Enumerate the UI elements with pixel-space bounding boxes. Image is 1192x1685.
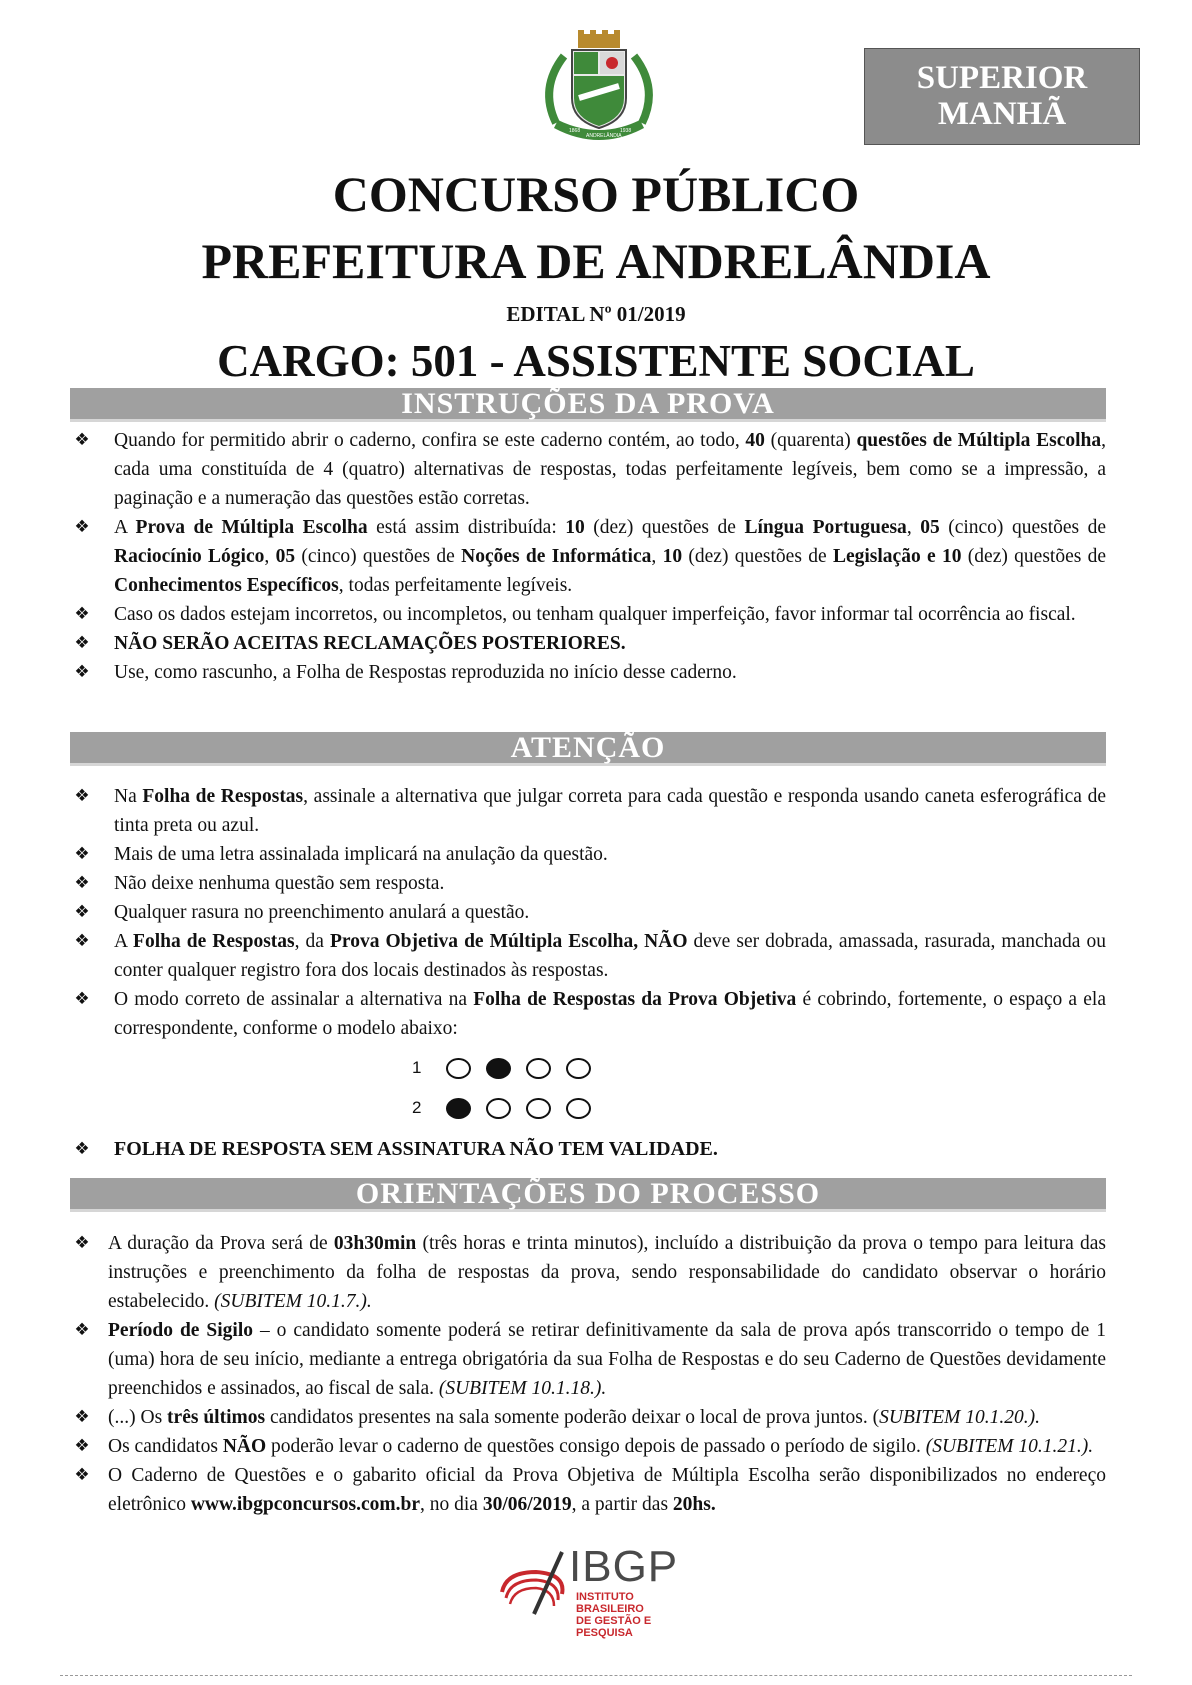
diamond-bullet-icon: ❖ [74, 1139, 90, 1159]
final-warning [70, 1135, 1106, 1164]
answer-model-number: 1 [412, 1058, 422, 1077]
list-item [70, 782, 1106, 840]
text-run: (dez) questões de [961, 546, 1107, 567]
list-item [70, 840, 1106, 869]
answer-model-row-1 [412, 1054, 602, 1088]
text-run: O modo correto de assinalar a alternativa na [114, 989, 474, 1010]
list-item [70, 513, 1106, 600]
text-run: Conhecimentos Específicos [114, 575, 339, 596]
list-item [70, 1461, 1106, 1519]
list-item [70, 985, 1106, 1043]
text-run: Folha de Respostas [133, 931, 295, 952]
answer-model-number: 2 [412, 1098, 422, 1117]
list-item [70, 1316, 1106, 1403]
answer-bubble [446, 1058, 471, 1079]
text-run: – o candidato somente poderá se retirar definitivamente da sala de prova após transcorrido o tempo de 1 (uma) hora de seu início, mediante a entrega obrigatória da sua Folha de Respostas e do seu Caderno de Questões devidamente preenchidos e assinados, ao fiscal de sala. [108, 1320, 1106, 1399]
text-run: questões de Múltipla Escolha [856, 430, 1102, 451]
text-run: (cinco) questões de [939, 517, 1107, 538]
list-item [70, 629, 1106, 658]
ibgp-swoosh-icon [496, 1548, 574, 1618]
diamond-bullet-icon: ❖ [74, 1233, 90, 1253]
text-run: , [906, 517, 921, 538]
text-run: Os candidatos [108, 1436, 223, 1457]
text-run: Qualquer rasura no preenchimento anulará a questão. [114, 902, 530, 923]
text-run: , da [294, 931, 330, 952]
text-run: (dez) questões de [682, 546, 833, 567]
text-run: Noções de Informática [461, 546, 652, 567]
text-run: (SUBITEM 10.1.7.). [214, 1291, 372, 1312]
text-run: SUBITEM 10.1.20.). [879, 1407, 1040, 1428]
text-run: 10 [662, 546, 683, 567]
ibgp-logo-name: IBGP [569, 1542, 679, 1591]
diamond-bullet-icon: ❖ [74, 604, 90, 624]
text-run: é cobrindo, fortemente, o espaço a ela correspondente, conforme o modelo abaixo: [114, 989, 1106, 1039]
text-run: , todas perfeitamente legíveis. [338, 575, 573, 596]
crest-year-right: 1938 [620, 128, 632, 134]
footer-divider [60, 1675, 1132, 1676]
text-run: Língua Portuguesa [744, 517, 907, 538]
text-run: Caso os dados estejam incorretos, ou incompletos, ou tenham qualquer imperfeição, favor informar tal ocorrência ao fiscal. [114, 604, 1076, 625]
text-run: candidatos presentes na sala somente poderão deixar o local de prova juntos. ( [265, 1407, 880, 1428]
text-run: 03h30min [333, 1233, 417, 1254]
text-run: , [264, 546, 276, 567]
text-run: Período de Sigilo [108, 1320, 254, 1341]
text-run: Prova de Múltipla Escolha [135, 517, 368, 538]
text-run: 10 [565, 517, 585, 538]
list-item [70, 927, 1106, 985]
text-run: (SUBITEM 10.1.18.). [438, 1378, 607, 1399]
list-item [70, 1432, 1106, 1461]
section-header-orientacoes: ORIENTAÇÕES DO PROCESSO [70, 1178, 1106, 1212]
coat-of-arms-emblem [534, 28, 664, 148]
ibgp-logo-subtitle-line2: DE GESTÃO E PESQUISA [576, 1615, 652, 1639]
diamond-bullet-icon: ❖ [74, 430, 90, 450]
diamond-bullet-icon: ❖ [74, 633, 90, 653]
text-run: Folha de Respostas [142, 786, 304, 807]
section-header-atencao: ATENÇÃO [70, 732, 1106, 766]
text-run: Mais de uma letra assinalada implicará na anulação da questão. [114, 844, 608, 865]
text-run: , no dia [419, 1494, 483, 1515]
answer-bubble [566, 1098, 591, 1119]
edital-number: EDITAL Nº 01/2019 [506, 302, 686, 326]
text-run: , assinale a alternativa que julgar correta para cada questão e responda usando caneta esferográfica de tinta preta ou azul. [114, 786, 1106, 836]
text-run: 30/06/2019 [482, 1494, 572, 1515]
text-run: NÃO [222, 1436, 267, 1457]
text-run: Legislação e 10 [832, 546, 962, 567]
text-run: Folha de Respostas da Prova Objetiva [473, 989, 797, 1010]
title-line-2: PREFEITURA DE ANDRELÂNDIA [201, 233, 991, 289]
list-item [70, 658, 1106, 687]
text-run: (três horas e trinta minutos), incluído a distribuição da prova o tempo para leitura das instruções e preenchimento da folha de respostas da prova, sendo responsabilidade do candidato observar o horário estabelecido. [108, 1233, 1106, 1312]
diamond-bullet-icon: ❖ [74, 1436, 90, 1456]
text-run: , [651, 546, 663, 567]
badge-shift: MANHÃ [937, 96, 1067, 132]
diamond-bullet-icon: ❖ [74, 517, 90, 537]
final-warning-text: FOLHA DE RESPOSTA SEM ASSINATURA NÃO TEM VALIDADE. [114, 1138, 718, 1160]
text-run: Não deixe nenhuma questão sem resposta. [114, 873, 445, 894]
answer-bubble [526, 1098, 551, 1119]
crest-ribbon-text: ANDRELÂNDIA [586, 133, 622, 139]
text-run: Prova Objetiva de Múltipla Escolha, NÃO [329, 931, 688, 952]
answer-bubble [486, 1098, 511, 1119]
instrucoes-list [70, 426, 1106, 687]
text-run: , a partir das [571, 1494, 673, 1515]
list-item [70, 898, 1106, 927]
text-run: 40 [745, 430, 765, 451]
answer-bubble [526, 1058, 551, 1079]
diamond-bullet-icon: ❖ [74, 662, 90, 682]
title-line-1: CONCURSO PÚBLICO [332, 166, 860, 222]
answer-bubble [486, 1058, 511, 1079]
text-run: três últimos [167, 1407, 266, 1428]
diamond-bullet-icon: ❖ [74, 1407, 90, 1427]
list-item [70, 1403, 1106, 1432]
text-run: (SUBITEM 10.1.21.). [925, 1436, 1094, 1457]
text-run: 05 [920, 517, 940, 538]
text-run: (dez) questões de [584, 517, 745, 538]
text-run: (...) Os [108, 1407, 168, 1428]
list-item [70, 426, 1106, 513]
list-item [70, 1229, 1106, 1316]
diamond-bullet-icon: ❖ [74, 1320, 90, 1340]
level-shift-badge [864, 48, 1140, 145]
answer-bubble [446, 1098, 471, 1119]
list-item [70, 600, 1106, 629]
text-run: (quarenta) [764, 430, 857, 451]
text-run: poderão levar o caderno de questões consigo depois de passado o período de sigilo. [266, 1436, 926, 1457]
text-run: A [114, 517, 136, 538]
cargo-title: CARGO: 501 - ASSISTENTE SOCIAL [217, 336, 975, 386]
answer-model-row-2 [412, 1094, 602, 1128]
text-run: Quando for permitido abrir o caderno, confira se este caderno contém, ao todo, [114, 430, 746, 451]
section-header-instrucoes: INSTRUÇÕES DA PROVA [70, 388, 1106, 422]
text-run: A [114, 931, 134, 952]
ibgp-logo [496, 1542, 696, 1639]
diamond-bullet-icon: ❖ [74, 989, 90, 1009]
text-run: NÃO SERÃO ACEITAS RECLAMAÇÕES POSTERIORES. [114, 633, 626, 654]
text-run: está assim distribuída: [367, 517, 566, 538]
ibgp-logo-subtitle [576, 1591, 696, 1639]
diamond-bullet-icon: ❖ [74, 931, 90, 951]
text-run: , cada uma constituída de 4 (quatro) alternativas de respostas, todas perfeitamente legíveis, bem como se a impressão, a paginação e a numeração das questões estão corretas. [114, 430, 1106, 509]
text-run: O Caderno de Questões e o gabarito oficial da Prova Objetiva de Múltipla Escolha serão disponibilizados no endereço eletrônico [108, 1465, 1106, 1515]
text-run: Na [114, 786, 143, 807]
orientacoes-list [70, 1229, 1106, 1519]
text-run: www.ibgpconcursos.com.br [190, 1494, 420, 1515]
list-item [70, 869, 1106, 898]
text-run: Raciocínio Lógico [114, 546, 265, 567]
diamond-bullet-icon: ❖ [74, 1465, 90, 1485]
text-run: A duração da Prova será de [108, 1233, 334, 1254]
text-run: 20hs. [672, 1494, 716, 1515]
text-run: deve ser dobrada, amassada, rasurada, manchada ou conter qualquer registro fora dos locais destinados às respostas. [114, 931, 1106, 981]
diamond-bullet-icon: ❖ [74, 844, 90, 864]
diamond-bullet-icon: ❖ [74, 786, 90, 806]
text-run: Use, como rascunho, a Folha de Respostas reproduzida no início desse caderno. [114, 662, 737, 683]
ibgp-logo-subtitle-line1: INSTITUTO BRASILEIRO [576, 1591, 644, 1615]
crest-year-left: 1868 [569, 128, 581, 134]
text-run: (cinco) questões de [295, 546, 462, 567]
diamond-bullet-icon: ❖ [74, 873, 90, 893]
atencao-list [70, 782, 1106, 1043]
badge-level: SUPERIOR [916, 60, 1088, 96]
diamond-bullet-icon: ❖ [74, 902, 90, 922]
text-run: 05 [275, 546, 296, 567]
answer-bubble [566, 1058, 591, 1079]
